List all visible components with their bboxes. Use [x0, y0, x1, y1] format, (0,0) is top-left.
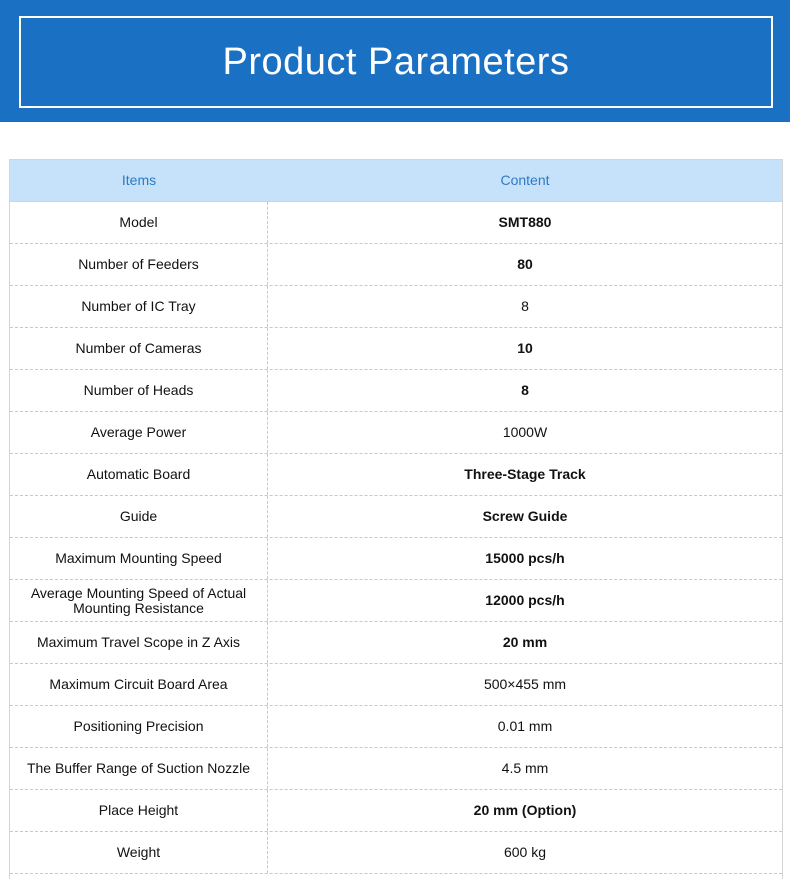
table-row — [10, 790, 782, 832]
table-row — [10, 622, 782, 664]
row-content-value: 10 — [517, 340, 533, 356]
row-item-label: Model — [10, 202, 268, 243]
page-title: Product Parameters — [222, 40, 570, 83]
row-item-label: Number of Feeders — [10, 244, 268, 285]
row-content-value: Screw Guide — [482, 508, 568, 524]
table-row — [10, 496, 782, 538]
row-content-value: 20 mm (Option) — [473, 802, 577, 818]
table-row — [10, 664, 782, 706]
table-row — [10, 454, 782, 496]
row-item-label: Number of Heads — [10, 370, 268, 411]
header-content: Content — [500, 172, 550, 188]
row-content-value: 8 — [521, 382, 529, 398]
header-banner — [0, 0, 790, 122]
table-row — [10, 286, 782, 328]
row-item-label: Maximum Mounting Speed — [10, 538, 268, 579]
row-content-value: 20 mm — [502, 634, 548, 650]
row-item-label: Average Power — [10, 412, 268, 453]
table-row — [10, 412, 782, 454]
row-content-value: SMT880 — [498, 214, 552, 230]
row-content-value: 15000 pcs/h — [485, 550, 565, 566]
row-item-label: Weight — [10, 832, 268, 873]
table-row — [10, 538, 782, 580]
header-items: Items — [121, 172, 157, 188]
row-item-label: Positioning Precision — [10, 706, 268, 747]
row-item-label: Automatic Board — [10, 454, 268, 495]
row-content-value: 8 — [521, 298, 529, 314]
table-body — [10, 202, 782, 874]
table-row — [10, 832, 782, 874]
row-content-value: 4.5 mm — [501, 760, 549, 776]
row-item-label: Place Height — [10, 790, 268, 831]
table-header-row — [10, 159, 782, 202]
table-row — [10, 580, 782, 622]
row-content-value: 600 kg — [503, 844, 547, 860]
row-content-value: 0.01 mm — [497, 718, 553, 734]
parameters-table — [9, 159, 783, 879]
row-item-label: Guide — [10, 496, 268, 537]
table-row — [10, 202, 782, 244]
row-content-value: Three-Stage Track — [464, 466, 586, 482]
table-row — [10, 328, 782, 370]
table-row — [10, 370, 782, 412]
table-row — [10, 748, 782, 790]
table-row — [10, 706, 782, 748]
row-content-value: 80 — [517, 256, 533, 272]
row-content-value: 500×455 mm — [483, 676, 567, 692]
banner-frame — [19, 16, 773, 108]
table-row — [10, 244, 782, 286]
row-content-value: 12000 pcs/h — [485, 592, 565, 608]
row-item-label: Number of Cameras — [10, 328, 268, 369]
row-item-label: Maximum Circuit Board Area — [10, 664, 268, 705]
row-item-label: The Buffer Range of Suction Nozzle — [10, 748, 268, 789]
row-content-value: 1000W — [502, 424, 548, 440]
row-item-label: Maximum Travel Scope in Z Axis — [10, 622, 268, 663]
row-item-label: Number of IC Tray — [10, 286, 268, 327]
row-item-label: Average Mounting Speed of Actual Mounting Resistance — [10, 580, 268, 621]
